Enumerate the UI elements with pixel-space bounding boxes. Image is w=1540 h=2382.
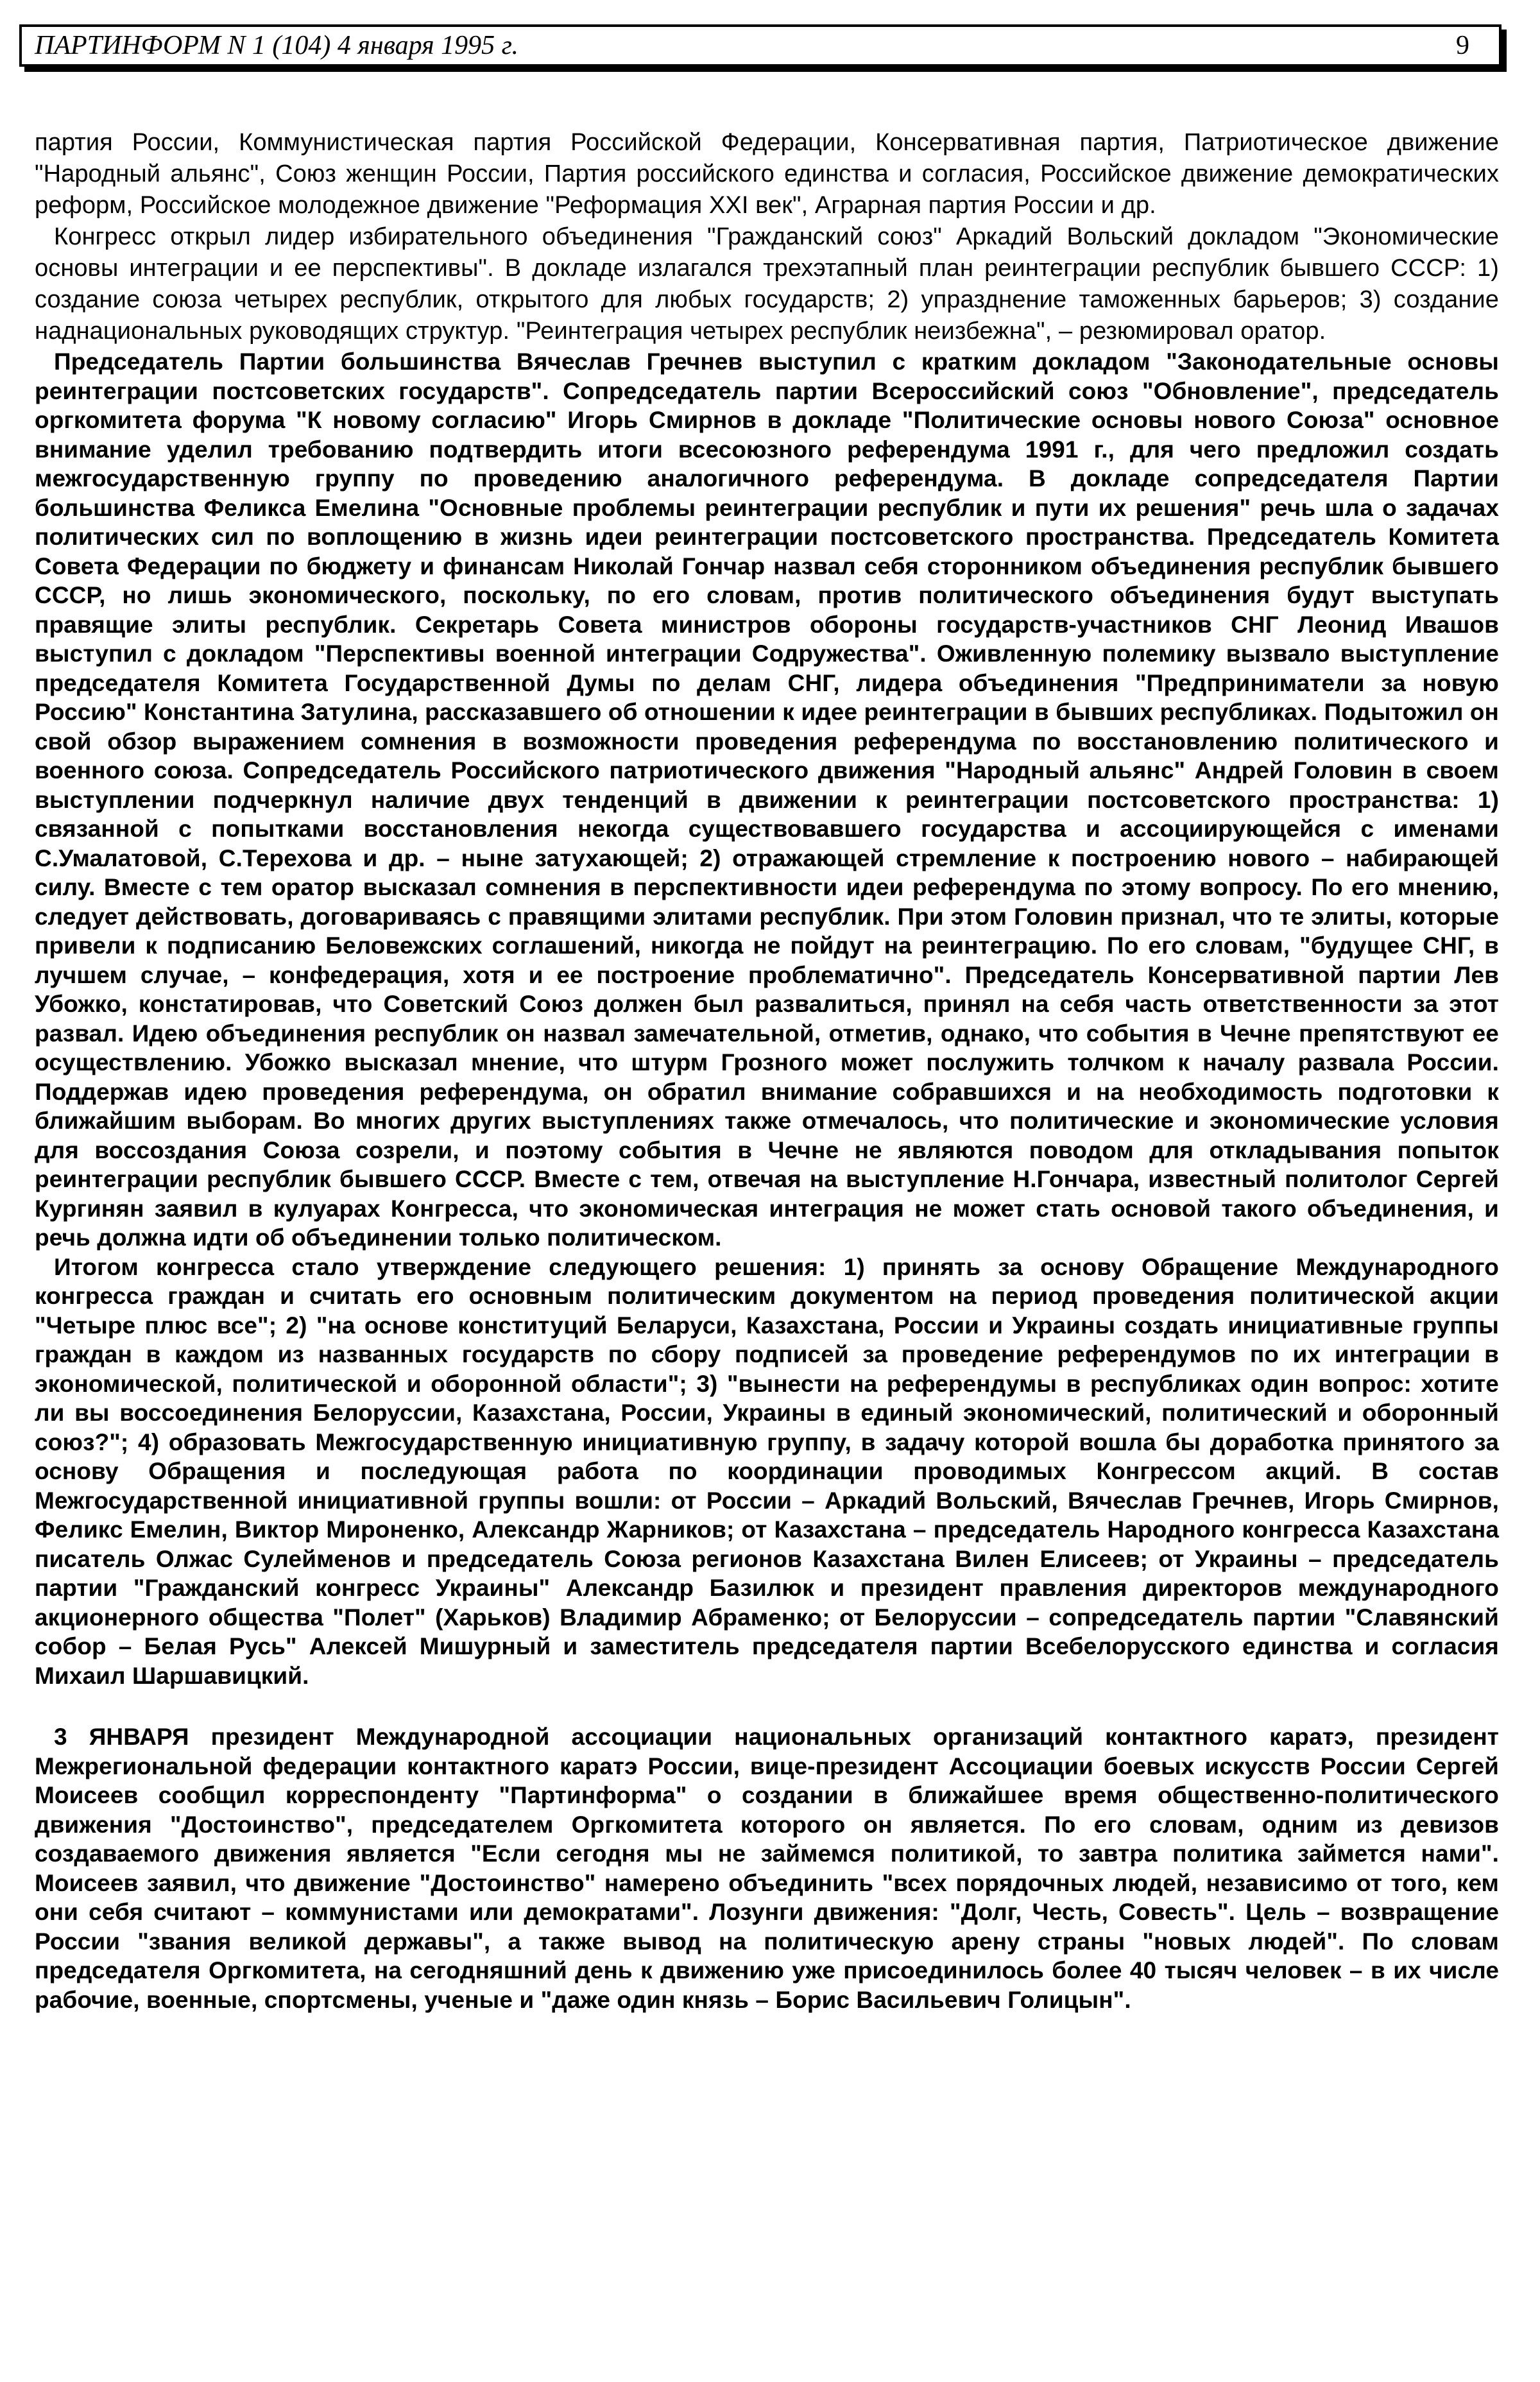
paragraph-congress-decision: Итогом конгресса стало утверждение следующего решения: 1) принять за основу Обращение Международного конгресса граждан и считать его основным политическим документом на период проведения политической акции "Четыре плюс все"; 2) "на основе конституций Беларуси, Казахстана, России и Украины создать инициативные группы граждан в каждом из названных государств по сбору подписей за проведение референдумов по их интеграции в экономической, политической и оборонной области"; 3) "вынести на референдумы в республиках один вопрос: хотите ли вы воссоединения Белоруссии, Казахстана, России, Украины в единый экономический, политический и оборонный союз?"; 4) образовать Межгосударственную инициативную группу, в задачу которой вошла бы доработка принятого за основу Обращения и последующая работа по координации проводимых Конгрессом акций. В состав Межгосударственной инициативной группы вошли: от России – Аркадий Вольский, Вячеслав Гречнев, Игорь Смирнов, Феликс Емелин, Виктор Мироненко, Александр Жарников; от Казахстана – председатель Народного конгресса Казахстана писатель Олжас Сулейменов и председатель Союза регионов Казахстана Вилен Елисеев; от Украины – председатель партии "Гражданский конгресс Украины" Александр Базилюк и президент правления директоров международного акционерного общества "Полет" (Харьков) Владимир Абраменко; от Белоруссии – сопредседатель партии "Славянский собор – Белая Русь" Алексей Мишурный и заместитель председателя партии Всебелорусского единства и согласия Михаил Шаршавицкий. <box>35 1253 1499 1689</box>
paragraph-party-list: партия России, Коммунистическая партия Российской Федерации, Консервативная партия, Патриотическое движение "Народный альянс", Союз женщин России, Партия российского единства и согласия, Российское движение демократических реформ, Российское молодежное движение "Реформация XXI век", Аграрная партия России и др. <box>35 129 1499 219</box>
header-title: ПАРТИНФОРМ N 1 (104) 4 января 1995 г. <box>35 31 518 60</box>
paragraph-speeches: Председатель Партии большинства Вячеслав Гречнев выступил с кратким докладом "Законодательные основы реинтеграции постсоветских государств". Сопредседатель партии Всероссийский союз "Обновление", председатель оргкомитета форума "К новому согласию" Игорь Смирнов в докладе "Политические основы нового Союза" основное внимание уделил требованию подтвердить итоги всесоюзного референдума 1991 г., для чего предложил создать межгосударственную группу по проведению аналогичного референдума. В докладе сопредседателя Партии большинства Феликса Емелина "Основные проблемы реинтеграции республик и пути их решения" речь шла о задачах политических сил по воплощению в жизнь идеи реинтеграции постсоветского пространства. Председатель Комитета Совета Федерации по бюджету и финансам Николай Гончар назвал себя сторонником объединения республик бывшего СССР, но лишь экономического, поскольку, по его словам, против политического объединения будут выступать правящие элиты республик. Секретарь Совета министров обороны государств-участников СНГ Леонид Ивашов выступил с докладом "Перспективы военной интеграции Содружества". Оживленную полемику вызвало выступление председателя Комитета Государственной Думы по делам СНГ, лидера объединения "Предприниматели за новую Россию" Константина Затулина, рассказавшего об отношении к идее реинтеграции в бывших республиках. Подытожил он свой обзор выражением сомнения в возможности проведения референдума по восстановлению политического и военного союза. Сопредседатель Российского патриотического движения "Народный альянс" Андрей Головин в своем выступлении подчеркнул наличие двух тенденций в движении к реинтеграции постсоветского пространства: 1) связанной с попытками восстановления некогда существовавшего государства и ассоциирующейся с именами С.Умалатовой, С.Терехова и др. – ныне затухающей; 2) отражающей стремление к построению нового – набирающей силу. Вместе с тем оратор высказал сомнения в перспективности идеи референдума по этому вопросу. По его мнению, следует действовать, договариваясь с правящими элитами республик. При этом Головин признал, что те элиты, которые привели к подписанию Беловежских соглашений, никогда не пойдут на реинтеграцию. По его словам, "будущее СНГ, в лучшем случае, – конфедерация, хотя и ее построение проблематично". Председатель Консервативной партии Лев Убожко, констатировав, что Советский Союз должен был развалиться, принял на себя часть ответственности за этот развал. Идею объединения республик он назвал замечательной, отметив, однако, что события в Чечне препятствуют ее осуществлению. Убожко высказал мнение, что штурм Грозного может послужить толчком к началу развала России. Поддержав идею проведения референдума, он обратил внимание собравшихся и на необходимость подготовки к ближайшим выборам. Во многих других выступлениях также отмечалось, что политические и экономические условия для воссоздания Союза созрели, и поэтому события в Чечне не являются поводом для откладывания попыток реинтеграции республик бывшего СССР. Вместе с тем, отвечая на выступление Н.Гончара, известный политолог Сергей Кургинян заявил в кулуарах Конгресса, что экономическая интеграция не может стать основой такого объединения, и речь должна идти об объединении только политическом. <box>35 348 1499 1251</box>
paragraph-dostoinstvo-movement: 3 ЯНВАРЯ президент Международной ассоциации национальных организаций контактного каратэ, президент Межрегиональной федерации контактного каратэ России, вице-президент Ассоциации боевых искусств России Сергей Моисеев сообщил корреспонденту "Партинформа" о создании в ближайшее время общественно-политического движения "Достоинство", председателем Оргкомитета которого он является. По его словам, одним из девизов создаваемого движения является "Если сегодня мы не займемся политикой, то завтра политика займется нами". Моисеев заявил, что движение "Достоинство" намерено объединить "всех порядочных людей, независимо от того, кем они себя считают – коммунистами или демократами". Лозунги движения: "Долг, Честь, Совесть". Цель – возвращение России "звания великой державы", а также вывод на политическую арену страны "новых людей". По словам председателя Оргкомитета, на сегодняшний день к движению уже присоединилось более 40 тысяч человек – в их числе рабочие, военные, спортсмены, ученые и "даже один князь – Борис Васильевич Голицын". <box>35 1724 1499 2013</box>
page-header <box>19 24 1502 67</box>
article-body <box>35 127 1499 2014</box>
paragraph-gap <box>35 1690 1499 1722</box>
page-number: 9 <box>1456 31 1469 60</box>
paragraph-congress-opening: Конгресс открыл лидер избирательного объединения "Гражданский союз" Аркадий Вольский докладом "Экономические основы интеграции и ее перспективы". В докладе излагался трехэтапный план реинтеграции республик бывшего СССР: 1) создание союза четырех республик, открытого для любых государств; 2) упразднение таможенных барьеров; 3) создание наднациональных руководящих структур. "Реинтеграция четырех республик неизбежна", – резюмировал оратор. <box>35 223 1499 345</box>
